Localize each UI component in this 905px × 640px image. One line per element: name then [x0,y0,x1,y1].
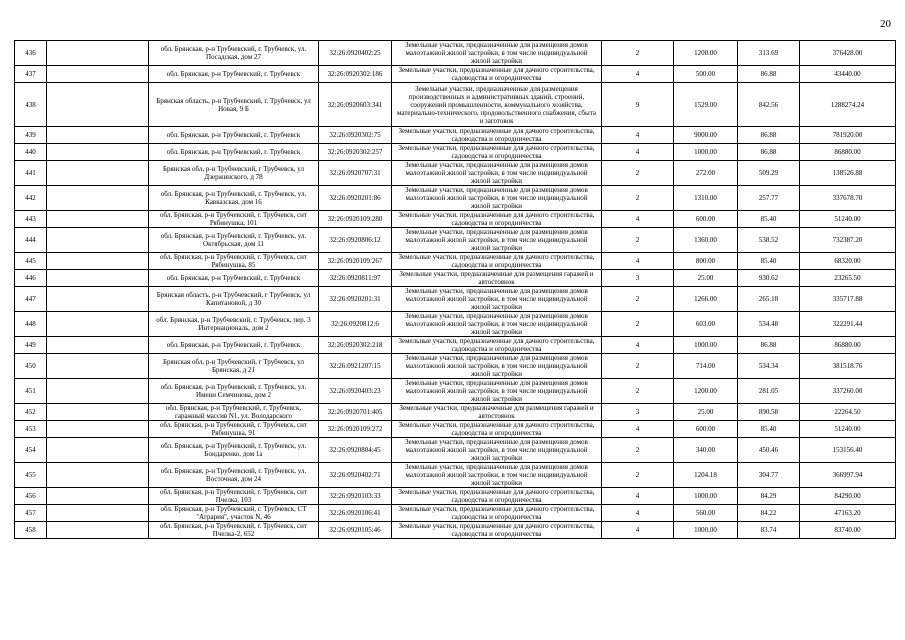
row-number: 448 [15,312,47,337]
spacer-cell [47,270,149,287]
cadastral-value-cell: 83740.00 [800,522,896,539]
spacer-cell [47,127,149,144]
specific-value-cell: 265.18 [738,287,800,312]
table-row [15,505,896,522]
row-number: 446 [15,270,47,287]
spacer-cell [47,211,149,228]
table-row [15,253,896,270]
spacer-cell [47,312,149,337]
cadastral-value-cell: 43440.00 [800,66,896,83]
area-cell: 340.00 [674,438,738,463]
table-row [15,379,896,404]
group-cell: 2 [602,379,674,404]
land-use-cell: Земельные участки, предназначенные для дачного строительства, садоводства и огородничества [392,505,602,522]
cadastral-number-cell: 32:26:0920402:25 [319,41,392,66]
cadastral-value-cell: 22264.50 [800,404,896,421]
cadastral-value-cell: 86880.00 [800,144,896,161]
row-number: 449 [15,337,47,354]
cadastral-number-cell: 32:26:0920106:41 [319,505,392,522]
group-cell: 4 [602,253,674,270]
land-use-cell: Земельные участки, предназначенные для дачного строительства, садоводства и огородничества [392,144,602,161]
group-cell: 9 [602,83,674,127]
spacer-cell [47,228,149,253]
address-cell: обл. Брянская, р-н Трубчевский, г. Трубчевск, снт Рябинушка, 101 [149,211,319,228]
area-cell: 9000.00 [674,127,738,144]
land-use-cell: Земельные участки, предназначенные для размещения домов малоэтажной жилой застройки, в том числе индивидуальной жилой застройки [392,379,602,404]
specific-value-cell: 83.74 [738,522,800,539]
land-use-cell: Земельные участки, предназначенные для размещения гаражей и автостоянок [392,270,602,287]
table-row [15,404,896,421]
land-use-cell: Земельные участки, предназначенные для дачного строительства, садоводства и огородничества [392,488,602,505]
spacer-cell [47,379,149,404]
address-cell: Брянская обл, р-н Трубчевский, г Трубчевск, ул Дзержинского, д 78 [149,161,319,186]
cadastral-number-cell: 32:26:0920105:46 [319,522,392,539]
specific-value-cell: 930.62 [738,270,800,287]
land-use-cell: Земельные участки, предназначенные для размещения домов малоэтажной жилой застройки, в том числе индивидуальной жилой застройки [392,41,602,66]
table-row [15,228,896,253]
address-cell: обл. Брянская, р-н Трубчевский, г. Трубчевск [149,337,319,354]
spacer-cell [47,41,149,66]
spacer-cell [47,253,149,270]
cadastral-value-cell: 732387.20 [800,228,896,253]
cadastral-number-cell: 32:26:0921207:15 [319,354,392,379]
row-number: 445 [15,253,47,270]
group-cell: 4 [602,127,674,144]
row-number: 456 [15,488,47,505]
address-cell: обл. Брянская, р-н Трубчевский, г. Трубчевск, ул. Кавказская, дом 16 [149,186,319,211]
row-number: 450 [15,354,47,379]
address-cell: обл. Брянская, р-н Трубчевский, г. Трубчевск [149,66,319,83]
area-cell: 1200.00 [674,379,738,404]
cadastral-value-cell: 138526.88 [800,161,896,186]
table-row [15,83,896,127]
land-use-cell: Земельные участки, предназначенные для размещения домов малоэтажной жилой застройки, в том числе индивидуальной жилой застройки [392,354,602,379]
group-cell: 2 [602,41,674,66]
area-cell: 1266.00 [674,287,738,312]
land-use-cell: Земельные участки, предназначенные для дачного строительства, садоводства и огородничества [392,127,602,144]
cadastral-number-cell: 32:26:0920603:341 [319,83,392,127]
area-cell: 1310.00 [674,186,738,211]
area-cell: 272.00 [674,161,738,186]
address-cell: обл. Брянская, р-н Трубчевский, г. Трубчевск, СТ "Агрария", участок N, 46 [149,505,319,522]
address-cell: обл. Брянская, р-н Трубчевский, г. Трубчевск, ул. Имени Семчинова, дом 2 [149,379,319,404]
table-row [15,337,896,354]
group-cell: 2 [602,463,674,488]
cadastral-value-cell: 68320.00 [800,253,896,270]
land-use-cell: Земельные участки, предназначенные для размещения домов малоэтажной жилой застройки, в том числе индивидуальной жилой застройки [392,287,602,312]
specific-value-cell: 534.34 [738,354,800,379]
row-number: 458 [15,522,47,539]
cadastral-value-cell: 781920.00 [800,127,896,144]
area-cell: 1529.00 [674,83,738,127]
spacer-cell [47,161,149,186]
table-row [15,312,896,337]
group-cell: 4 [602,488,674,505]
specific-value-cell: 257.77 [738,186,800,211]
table-row [15,127,896,144]
row-number: 439 [15,127,47,144]
group-cell: 2 [602,287,674,312]
cadastral-value-cell: 47163.20 [800,505,896,522]
row-number: 453 [15,421,47,438]
address-cell: обл. Брянская, р-н Трубчевский, г. Трубчевск, пер. 3 Интернациональ, дом 2 [149,312,319,337]
table-row [15,66,896,83]
area-cell: 800.00 [674,253,738,270]
group-cell: 2 [602,161,674,186]
address-cell: обл. Брянская, р-н Трубчевский, г. Трубчевск, снт Пчелка-2, 652 [149,522,319,539]
table-row [15,287,896,312]
address-cell: обл. Брянская, р-н Трубчевский, г. Трубчевск [149,270,319,287]
cadastral-number-cell: 32:26:0920302:218 [319,337,392,354]
land-use-cell: Земельные участки, предназначенные для размещения домов малоэтажной жилой застройки, в том числе индивидуальной жилой застройки [392,312,602,337]
group-cell: 2 [602,438,674,463]
land-use-cell: Земельные участки, предназначенные для дачного строительства, садоводства и огородничества [392,337,602,354]
cadastral-value-cell: 335717.88 [800,287,896,312]
cadastral-number-cell: 32:26:0920302:75 [319,127,392,144]
cadastral-number-cell: 32:26:0920811:97 [319,270,392,287]
row-number: 457 [15,505,47,522]
area-cell: 1000.00 [674,144,738,161]
spacer-cell [47,505,149,522]
land-use-cell: Земельные участки, предназначенные для размещения домов малоэтажной жилой застройки, в том числе индивидуальной жилой застройки [392,186,602,211]
land-use-cell: Земельные участки, предназначенные для дачного строительства, садоводства и огородничества [392,211,602,228]
row-number: 451 [15,379,47,404]
area-cell: 603.00 [674,312,738,337]
cadastral-value-table [14,40,896,539]
table-row [15,211,896,228]
area-cell: 1204.18 [674,463,738,488]
cadastral-number-cell: 32:26:0920302:186 [319,66,392,83]
area-cell: 1200.00 [674,41,738,66]
row-number: 437 [15,66,47,83]
table-row [15,41,896,66]
specific-value-cell: 509.29 [738,161,800,186]
cadastral-number-cell: 32:26:0920812:6 [319,312,392,337]
specific-value-cell: 281.05 [738,379,800,404]
specific-value-cell: 86.88 [738,144,800,161]
address-cell: обл. Брянская, р-н Трубчевский, г. Трубчевск, снт Пчелка, 103 [149,488,319,505]
area-cell: 560.00 [674,505,738,522]
group-cell: 4 [602,144,674,161]
cadastral-value-cell: 51240.00 [800,421,896,438]
specific-value-cell: 85.40 [738,211,800,228]
area-cell: 1000.00 [674,337,738,354]
cadastral-number-cell: 32:26:0920201:86 [319,186,392,211]
spacer-cell [47,144,149,161]
table-row [15,421,896,438]
group-cell: 4 [602,522,674,539]
land-use-cell: Земельные участки, предназначенные для дачного строительства, садоводства и огородничества [392,421,602,438]
row-number: 447 [15,287,47,312]
area-cell: 25.00 [674,404,738,421]
land-use-cell: Земельные участки, предназначенные для размещения домов малоэтажной жилой застройки, в том числе индивидуальной жилой застройки [392,228,602,253]
cadastral-value-cell: 153156.40 [800,438,896,463]
group-cell: 4 [602,66,674,83]
specific-value-cell: 890.58 [738,404,800,421]
address-cell: обл. Брянская, р-н Трубчевский, г. Трубчевск [149,127,319,144]
area-cell: 500.00 [674,66,738,83]
land-use-cell: Земельные участки, предназначенные для размещения производственных и административных зданий, строений, сооружений промышленности, коммунального хозяйства, материально-технического, продовольственного снабжения, сбыта и заготовок [392,83,602,127]
cadastral-number-cell: 32:26:0920701:405 [319,404,392,421]
land-use-cell: Земельные участки, предназначенные для дачного строительства, садоводства и огородничества [392,66,602,83]
specific-value-cell: 86.88 [738,66,800,83]
group-cell: 2 [602,186,674,211]
table-row [15,522,896,539]
table-row [15,488,896,505]
spacer-cell [47,337,149,354]
specific-value-cell: 84.29 [738,488,800,505]
address-cell: обл. Брянская, р-н Трубчевский, г. Трубчевск, снт Рябинушка, 91 [149,421,319,438]
cadastral-number-cell: 32:26:0920403:23 [319,379,392,404]
cadastral-value-cell: 51240.00 [800,211,896,228]
table-row [15,161,896,186]
group-cell: 4 [602,337,674,354]
row-number: 443 [15,211,47,228]
group-cell: 2 [602,354,674,379]
row-number: 441 [15,161,47,186]
spacer-cell [47,421,149,438]
cadastral-number-cell: 32:26:0920109:272 [319,421,392,438]
spacer-cell [47,66,149,83]
address-cell: обл. Брянская, р-н Трубчевский, г. Трубчевск [149,144,319,161]
address-cell: обл. Брянская, р-н Трубчевский, г. Трубчевск, ул. Посадская, дом 27 [149,41,319,66]
cadastral-value-cell: 337678.70 [800,186,896,211]
area-cell: 600.00 [674,211,738,228]
land-use-cell: Земельные участки, предназначенные для дачного строительства, садоводства и огородничества [392,522,602,539]
specific-value-cell: 84.22 [738,505,800,522]
address-cell: Брянская обл, р-н Трубчевский, г Трубчевск, ул Брянская, д 21 [149,354,319,379]
address-cell: обл. Брянская, р-н Трубчевский, г. Трубчевск, гаражный массив N1, ул. Володарского [149,404,319,421]
row-number: 452 [15,404,47,421]
row-number: 442 [15,186,47,211]
group-cell: 2 [602,228,674,253]
spacer-cell [47,287,149,312]
cadastral-value-cell: 84290.00 [800,488,896,505]
cadastral-value-cell: 376428.00 [800,41,896,66]
cadastral-number-cell: 32:26:0920806:12 [319,228,392,253]
table-row [15,463,896,488]
cadastral-number-cell: 32:26:0920109:267 [319,253,392,270]
group-cell: 3 [602,270,674,287]
spacer-cell [47,404,149,421]
cadastral-number-cell: 32:26:0920302:257 [319,144,392,161]
specific-value-cell: 86.88 [738,127,800,144]
land-use-cell: Земельные участки, предназначенные для размещения гаражей и автостоянок [392,404,602,421]
land-use-cell: Земельные участки, предназначенные для размещения домов малоэтажной жилой застройки, в том числе индивидуальной жилой застройки [392,463,602,488]
cadastral-value-cell: 381518.76 [800,354,896,379]
table-row [15,354,896,379]
cadastral-number-cell: 32:26:0920402:71 [319,463,392,488]
page-number: 20 [880,18,891,30]
address-cell: обл. Брянская, р-н Трубчевский, г. Трубчевск, ул. Октябрьская, дом 11 [149,228,319,253]
spacer-cell [47,463,149,488]
cadastral-number-cell: 32:26:0920109:280 [319,211,392,228]
row-number: 440 [15,144,47,161]
specific-value-cell: 534.48 [738,312,800,337]
spacer-cell [47,438,149,463]
land-use-cell: Земельные участки, предназначенные для дачного строительства, садоводства и огородничества [392,253,602,270]
cadastral-value-cell: 366997.94 [800,463,896,488]
specific-value-cell: 85.40 [738,253,800,270]
table-row [15,438,896,463]
cadastral-value-cell: 1288274.24 [800,83,896,127]
specific-value-cell: 85.40 [738,421,800,438]
cadastral-value-cell: 322291.44 [800,312,896,337]
row-number: 438 [15,83,47,127]
table-row [15,186,896,211]
cadastral-number-cell: 32:26:0920103:33 [319,488,392,505]
area-cell: 714.00 [674,354,738,379]
cadastral-number-cell: 32:26:0920804:45 [319,438,392,463]
row-number: 444 [15,228,47,253]
cadastral-value-cell: 337260.00 [800,379,896,404]
cadastral-value-cell: 86880.00 [800,337,896,354]
area-cell: 25.00 [674,270,738,287]
area-cell: 1360.00 [674,228,738,253]
group-cell: 4 [602,211,674,228]
specific-value-cell: 450.46 [738,438,800,463]
land-use-cell: Земельные участки, предназначенные для размещения домов малоэтажной жилой застройки, в том числе индивидуальной жилой застройки [392,438,602,463]
row-number: 436 [15,41,47,66]
land-use-cell: Земельные участки, предназначенные для размещения домов малоэтажной жилой застройки, в том числе индивидуальной жилой застройки [392,161,602,186]
group-cell: 3 [602,404,674,421]
address-cell: Брянская область, р-н Трубчевский, г. Трубчевск, ул Новая, 9 Б [149,83,319,127]
table-row [15,270,896,287]
spacer-cell [47,522,149,539]
area-cell: 1000.00 [674,488,738,505]
spacer-cell [47,488,149,505]
specific-value-cell: 842.56 [738,83,800,127]
table-row [15,144,896,161]
specific-value-cell: 86.88 [738,337,800,354]
area-cell: 1000.00 [674,522,738,539]
group-cell: 4 [602,421,674,438]
group-cell: 4 [602,505,674,522]
specific-value-cell: 538.52 [738,228,800,253]
area-cell: 600.00 [674,421,738,438]
address-cell: обл. Брянская, р-н Трубчевский, г. Трубчевск, снт Рябинушка, 85 [149,253,319,270]
spacer-cell [47,186,149,211]
spacer-cell [47,354,149,379]
row-number: 455 [15,463,47,488]
specific-value-cell: 304.77 [738,463,800,488]
specific-value-cell: 313.69 [738,41,800,66]
spacer-cell [47,83,149,127]
cadastral-number-cell: 32:26:0920201:31 [319,287,392,312]
row-number: 454 [15,438,47,463]
address-cell: обл. Брянская, р-н Трубчевский, г. Трубчевск, ул. Бондаренко, дом 1а [149,438,319,463]
group-cell: 2 [602,312,674,337]
address-cell: обл. Брянская, р-н Трубчевский, г. Трубчевск, ул. Восточная, дом 24 [149,463,319,488]
cadastral-number-cell: 32:26:0920707:31 [319,161,392,186]
cadastral-value-cell: 23265.50 [800,270,896,287]
address-cell: Брянская область, р-н Трубчевский, г Трубчевск, ул Капитановой, д 30 [149,287,319,312]
